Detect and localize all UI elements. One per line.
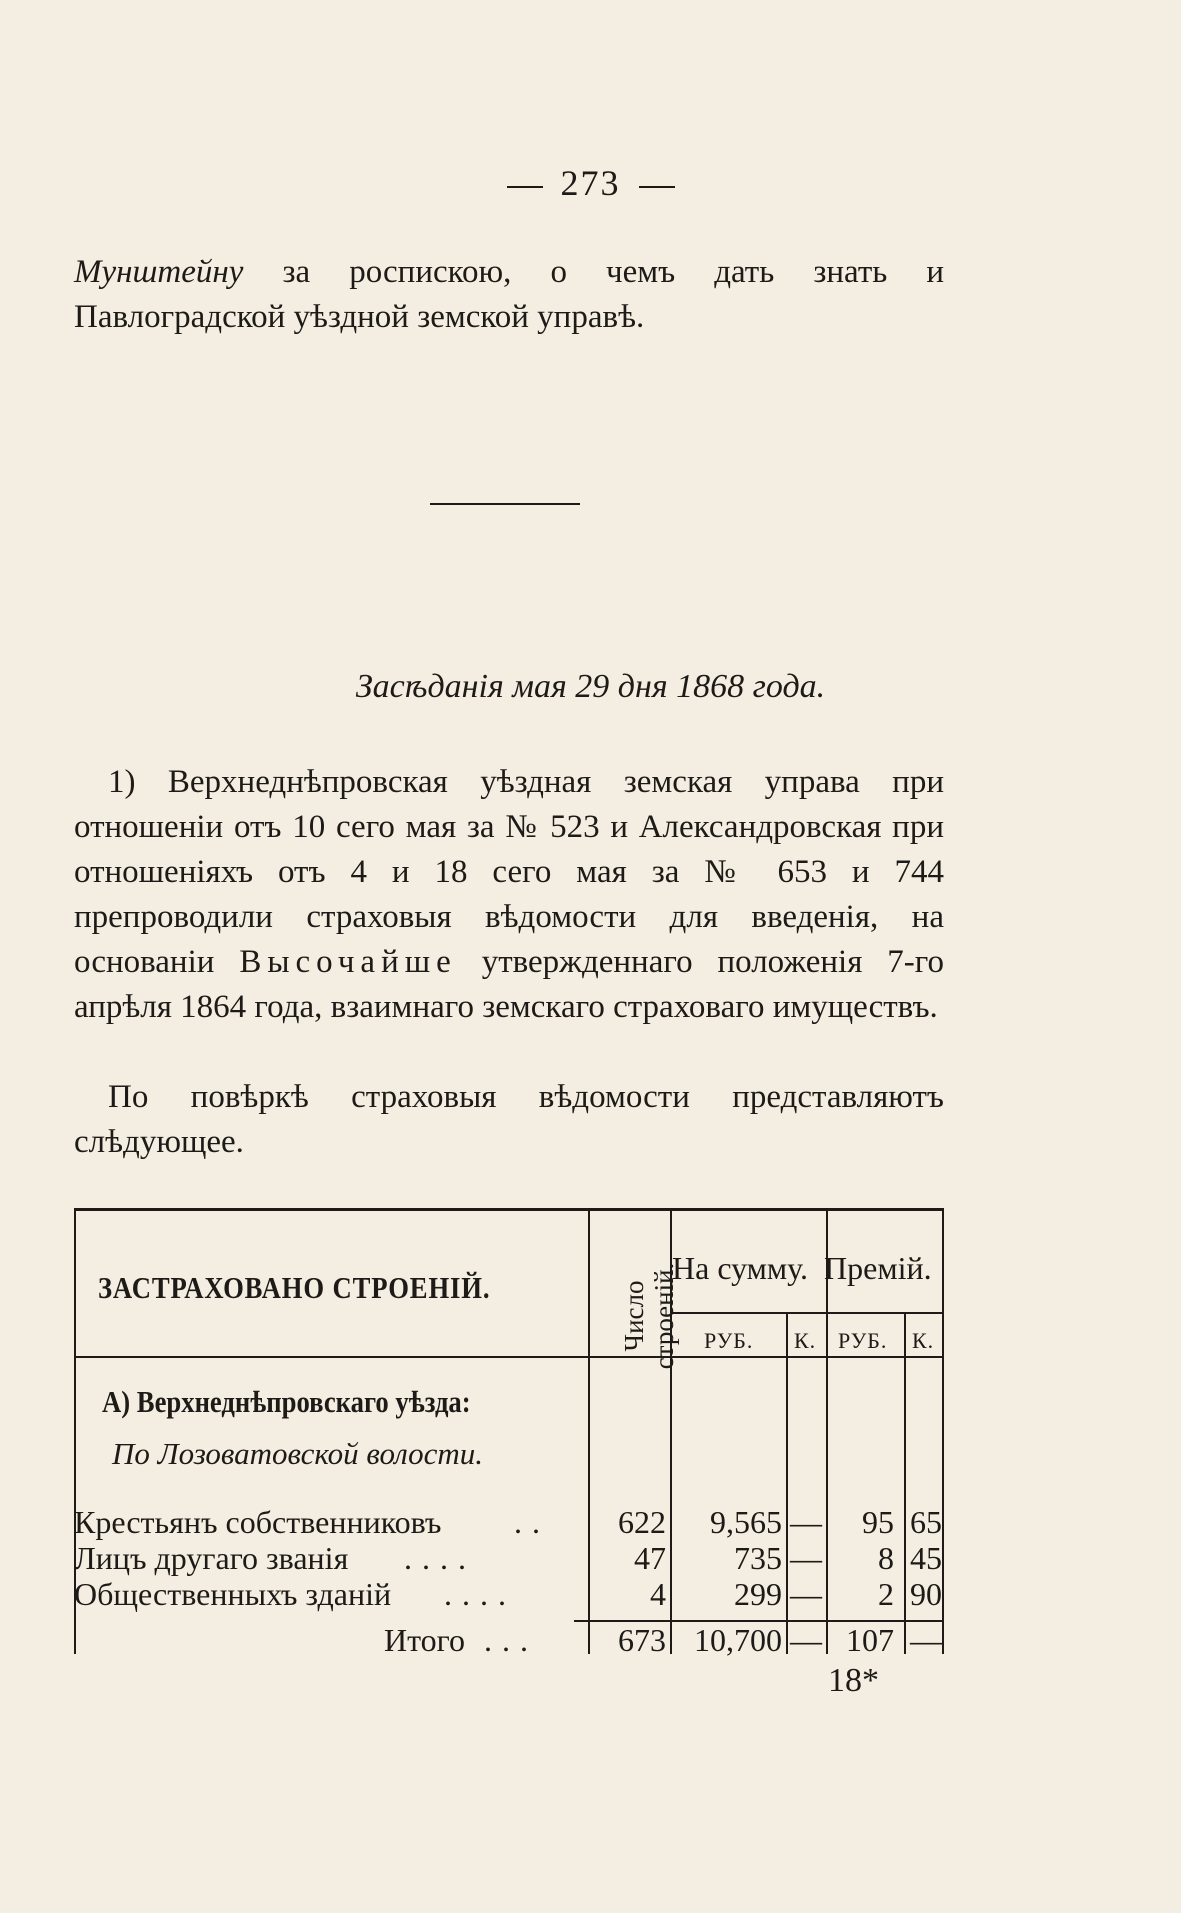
section-divider	[430, 503, 580, 505]
row-sum-rub: 735	[734, 1540, 782, 1576]
row-label: Крестьянъ собственниковъ	[74, 1504, 442, 1540]
intro-paragraph	[74, 250, 944, 340]
section-title: А) Верхнеднѣпровскаго уѣзда:	[102, 1384, 471, 1419]
page-number-text: 273	[560, 163, 621, 203]
header-main: ЗАСТРАХОВАНО СТРОЕНІЙ.	[98, 1270, 491, 1305]
insurance-table	[74, 1208, 944, 1658]
row-count: 47	[634, 1540, 666, 1576]
total-sum-kop: —	[790, 1622, 822, 1658]
table-top-rule	[74, 1208, 944, 1211]
total-count: 673	[618, 1622, 666, 1658]
page-number	[0, 162, 1181, 204]
row-dots: ....	[444, 1576, 516, 1612]
row-prem-rub: 2	[878, 1576, 894, 1612]
total-sum-rub: 10,700	[694, 1622, 782, 1658]
sub-rub: РУБ.	[704, 1328, 754, 1353]
row-dots: ..	[514, 1504, 550, 1540]
header-sub-rule	[670, 1312, 944, 1314]
row-prem-kop: 90	[910, 1576, 942, 1612]
signature-mark: 18*	[828, 1662, 879, 1699]
row-prem-rub: 95	[862, 1504, 894, 1540]
row-dots: ....	[404, 1540, 476, 1576]
total-dots: ...	[484, 1622, 538, 1658]
table-row	[74, 1576, 944, 1612]
paragraph-1-before: 1) Верхнеднѣпровская уѣздная земская управа при отношеніи отъ 10 сего мая за № 523 и Александровская при отношеніяхъ отъ 4 и 18 сего мая за № 653 и 744 препроводили страховыя вѣдомости для введенія, на основаніи	[74, 764, 944, 980]
header-count: Число строеній.	[619, 1262, 679, 1370]
row-sum-rub: 9,565	[710, 1504, 782, 1540]
header-premium: Премій.	[824, 1250, 932, 1286]
intro-name: Мунштейну	[74, 254, 244, 290]
intro-text: за роспискою, о чемъ дать знать и Павлоградской уѣздной земской управѣ.	[74, 254, 944, 335]
row-label: Общественныхъ зданій	[74, 1576, 392, 1612]
sub-kop: К.	[794, 1328, 817, 1353]
paragraph-2: По повѣркѣ страховыя вѣдомости представляютъ слѣдующее.	[74, 1079, 944, 1160]
table-row	[74, 1504, 944, 1540]
sub-kop-2: К.	[912, 1328, 935, 1353]
row-prem-rub: 8	[878, 1540, 894, 1576]
total-prem-kop: —	[910, 1622, 942, 1658]
header-bottom-rule	[74, 1356, 944, 1358]
paragraph-1	[74, 760, 944, 1030]
table-row	[74, 1540, 944, 1576]
subsection-title: По Лозоватовской волости.	[112, 1436, 483, 1471]
row-count: 622	[618, 1504, 666, 1540]
row-sum-kop: —	[790, 1504, 822, 1540]
row-sum-kop: —	[790, 1576, 822, 1612]
total-prem-rub: 107	[846, 1622, 894, 1658]
table-total-row	[74, 1622, 944, 1658]
session-title: Засѣданія мая 29 дня 1868 года.	[355, 668, 826, 705]
row-prem-kop: 65	[910, 1504, 942, 1540]
header-sum: На сумму.	[672, 1250, 808, 1286]
row-count: 4	[650, 1576, 666, 1612]
row-prem-kop: 45	[910, 1540, 942, 1576]
paragraph-1-spaced: Высочайше	[239, 944, 457, 980]
row-sum-rub: 299	[734, 1576, 782, 1612]
total-label: Итого	[384, 1622, 465, 1658]
row-label: Лицъ другаго званія	[74, 1540, 349, 1576]
paragraph-1-after: утвержденнаго положенія 7-го апрѣля 1864 года, взаимнаго земскаго страховаго имуществъ.	[74, 944, 945, 1025]
dash-left	[507, 186, 543, 188]
sub-rub-2: РУБ.	[838, 1328, 888, 1353]
row-sum-kop: —	[790, 1540, 822, 1576]
dash-right	[639, 186, 675, 188]
